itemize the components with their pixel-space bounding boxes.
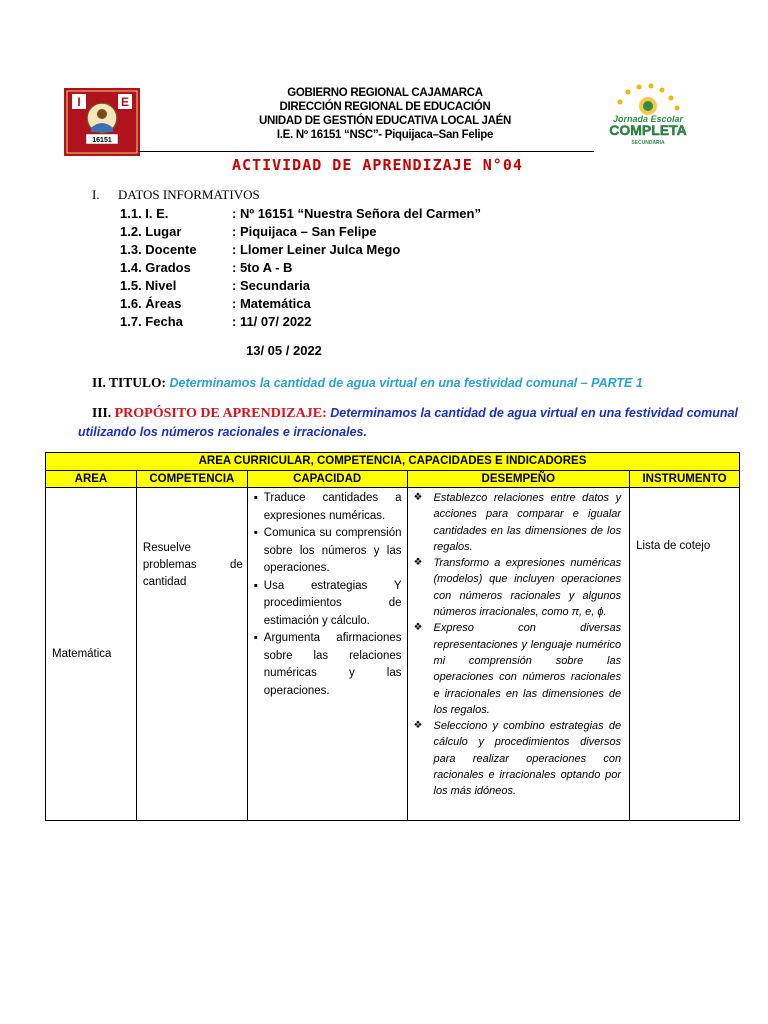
second-date: 13/ 05 / 2022 [246,343,322,358]
capacidad-item [254,630,402,700]
dato-value: : 11/ 07/ 2022 [232,314,312,329]
section-titulo [92,375,643,391]
logo-letter-i: I [77,95,81,109]
header-line-1: GOBIERNO REGIONAL CAJAMARCA [287,87,483,99]
header-area: AREA [46,471,137,488]
header-divider [138,151,594,152]
square-bullet-icon: ▪ [253,492,258,504]
capacidad-text: Comunica su comprensión sobre los números y las operaciones. [263,527,402,574]
school-shield-logo [64,88,140,156]
logo-letter-e: E [120,95,130,109]
dato-label: 1.5. Nivel [120,278,177,293]
capacidad-item [254,490,402,525]
desempeno-item [414,490,622,555]
section-1-number: I. [92,187,100,202]
desempeno-text: Establezco relaciones entre datos y acciones para comparar e igualar cantidades en las dimensiones de los regalos. [433,492,622,553]
curriculum-table [45,452,740,821]
table-title: AREA CURRICULAR, COMPETENCIA, CAPACIDADES E INDICADORES [46,453,740,471]
header-desempeno: DESEMPEÑO [407,471,630,488]
section-datos-informativos [92,187,260,203]
competencia-cell [136,488,247,821]
logo-number: 16151 [92,137,112,144]
desempeno-text: Expreso con diversas representaciones y lenguaje numérico mi comprensión sobre las operaciones con números racionales e irracionales en las dimensiones de los regalos. [433,622,622,716]
proposito-number: III. [92,405,112,420]
section-1-label: DATOS INFORMATIVOS [118,187,260,202]
dato-label: 1.3. Docente [120,242,197,257]
dato-label: 1.7. Fecha [120,314,183,329]
dato-row [120,295,481,313]
proposito-label: PROPÓSITO DE APRENDIZAJE: [114,406,327,421]
institution-header [230,86,540,142]
diamond-bullet-icon: ❖ [413,557,423,569]
section-proposito [78,403,743,442]
header-competencia: COMPETENCIA [136,471,247,488]
capacidad-text: Traduce cantidades a expresiones numéricas. [263,492,402,522]
dato-value: : Matemática [232,296,311,311]
desempeno-text: Selecciono y combino estrategias de cálculo y procedimientos diversos para realizar operaciones con racionales e irracionales optando por los más idóneos. [433,720,622,798]
proposito-value-1: Determinamos la cantidad de agua virtual en una festividad comunal [330,406,738,420]
header-instrumento: INSTRUMENTO [630,471,740,488]
square-bullet-icon: ▪ [253,579,258,592]
diamond-bullet-icon: ❖ [413,622,423,634]
dato-value: : Secundaria [232,278,311,293]
dato-label: 1.4. Grados [120,260,191,275]
dato-row [120,205,481,223]
desempeno-item [414,718,622,799]
area-value: Matemática [52,648,112,660]
activity-title: ACTIVIDAD DE APRENDIZAJE N°04 [232,156,523,174]
instrumento-cell [630,488,740,821]
dato-row [120,277,481,295]
dato-row [120,241,481,259]
dato-value: : Nº 16151 “Nuestra Señora del Carmen” [232,206,481,221]
desempeno-item [414,555,622,620]
diamond-bullet-icon: ❖ [413,720,423,732]
titulo-label: II. TITULO: [92,375,167,390]
capacidad-item [254,578,402,631]
header-line-3: UNIDAD DE GESTIÓN EDUCATIVA LOCAL JAÉN [258,115,512,127]
capacidad-cell [247,488,407,821]
desempeno-item [414,620,622,718]
logo-completa-text: COMPLETA [609,122,687,138]
header-line-2: DIRECCIÓN REGIONAL DE EDUCACIÓN [279,101,491,113]
dato-row [120,223,481,241]
header-capacidad: CAPACIDAD [247,471,407,488]
proposito-value-2: utilizando los números racionales e irracionales. [78,425,367,439]
dato-row [120,313,481,331]
diamond-bullet-icon: ❖ [413,492,423,503]
square-bullet-icon: ▪ [253,527,258,539]
square-bullet-icon: ▪ [253,632,258,644]
competencia-value: Resuelve problemas de cantidad [142,542,243,588]
capacidad-text: Argumenta afirmaciones sobre las relaciones numéricas y las operaciones. [263,632,402,697]
desempeno-text: Transformo a expresiones numéricas (modelos) que incluyen operaciones con números racionales y algunos números irracionales, como π, e, ϕ. [433,557,622,619]
capacidad-text: Usa estrategias Y procedimientos de estimación y cálculo. [263,579,402,627]
dato-label: 1.1. I. E. [120,206,169,221]
jornada-escolar-completa-logo [600,82,695,152]
dato-value: : Llomer Leiner Julca Mego [232,242,401,257]
header-line-4: I.E. Nº 16151 “NSC”- Piquijaca–San Felipe [276,129,494,141]
titulo-value: Determinamos la cantidad de agua virtual en una festividad comunal – PARTE 1 [169,376,643,390]
logo-secundaria-text: SECUNDARIA [631,140,665,146]
area-cell [46,488,137,821]
dato-value: : 5to A - B [232,260,293,275]
datos-list [120,205,481,331]
dato-row [120,259,481,277]
dato-label: 1.2. Lugar [120,224,182,239]
capacidad-item [254,525,402,578]
logo-jornada-text: Jornada Escolar [612,114,684,124]
instrumento-value: Lista de cotejo [636,540,711,552]
dato-value: : Piquijaca – San Felipe [232,224,377,239]
desempeno-cell [407,488,630,821]
dato-label: 1.6. Áreas [120,296,182,311]
